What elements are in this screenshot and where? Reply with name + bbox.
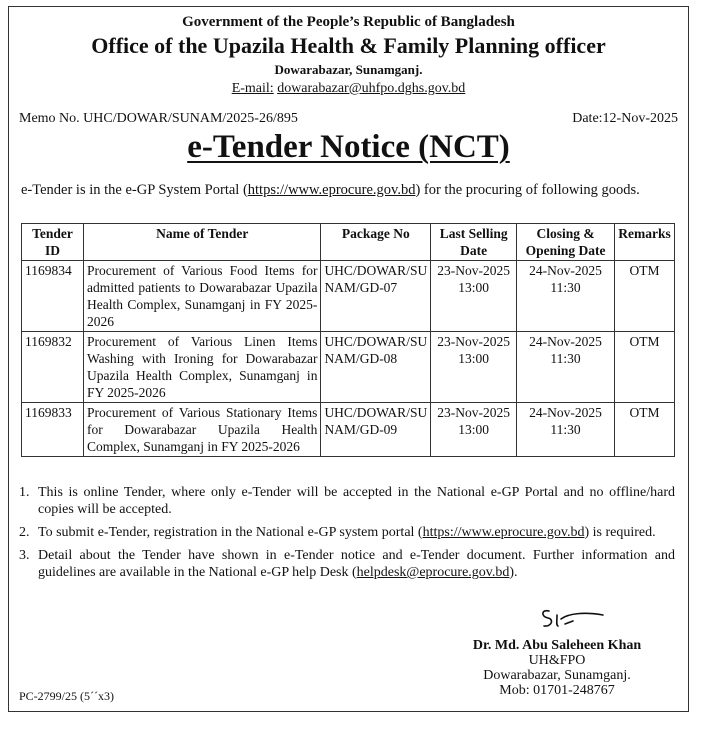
closing-date: 24-Nov-2025: [529, 334, 602, 349]
memo-number: Memo No. UHC/DOWAR/SUNAM/2025-26/895: [19, 111, 298, 126]
remarks: OTM: [614, 332, 674, 403]
office-heading: Office of the Upazila Health & Family Planning officer: [91, 33, 606, 58]
col-header-closing: Closing & Opening Date: [517, 224, 615, 261]
col-header-name: Name of Tender: [83, 224, 320, 261]
closing-cell: [517, 261, 615, 332]
notes-list: [19, 484, 675, 587]
list-item: [19, 484, 675, 518]
tender-name: Procurement of Various Stationary Items for Dowarabazar Upazila Health Complex, Sunamganj in FY 2025-2026: [83, 403, 320, 457]
package-no: UHC/DOWAR/SUNAM/GD-07: [321, 261, 431, 332]
government-heading: Government of the People’s Republic of Bangladesh: [182, 14, 515, 30]
closing-date: 24-Nov-2025: [529, 405, 602, 420]
closing-time: 11:30: [550, 422, 581, 437]
last-selling-time: 13:00: [458, 280, 490, 295]
package-no: UHC/DOWAR/SUNAM/GD-09: [321, 403, 431, 457]
closing-time: 11:30: [550, 351, 581, 366]
note-number: 3.: [19, 548, 30, 563]
eprocure-link[interactable]: https://www.eprocure.gov.bd: [247, 182, 416, 198]
intro-text-before: e-Tender is in the e-GP System Portal (: [21, 182, 248, 198]
table-row: [22, 261, 675, 332]
closing-date: 24-Nov-2025: [529, 263, 602, 278]
last-selling-cell: [431, 261, 517, 332]
tender-name: Procurement of Various Food Items for admitted patients to Dowarabazar Upazila Health Complex, Sunamganj in FY 2025-2026: [83, 261, 320, 332]
note-number: 1.: [19, 485, 30, 500]
tender-id: 1169832: [22, 332, 84, 403]
email-line: [9, 81, 688, 97]
col-header-package: Package No: [321, 224, 431, 261]
signature-block: [439, 638, 675, 698]
tender-id: 1169834: [22, 261, 84, 332]
last-selling-date: 23-Nov-2025: [437, 334, 511, 349]
office-location: Dowarabazar, Sunamganj.: [274, 62, 423, 77]
table-row: [22, 403, 675, 457]
list-item: [19, 547, 675, 581]
col-header-tender-id: Tender ID: [22, 224, 84, 261]
list-item: [19, 524, 675, 541]
note-text-after: ).: [509, 565, 518, 580]
eprocure-link[interactable]: https://www.eprocure.gov.bd: [422, 525, 585, 540]
email-address[interactable]: dowarabazar@uhfpo.dghs.gov.bd: [277, 81, 466, 96]
intro-paragraph: [21, 182, 675, 199]
table-header-row: [22, 224, 675, 261]
last-selling-cell: [431, 403, 517, 457]
signatory-designation: UH&FPO: [528, 653, 586, 668]
table-row: [22, 332, 675, 403]
signatory-mobile: Mob: 01701-248767: [499, 683, 615, 698]
email-label: E-mail:: [231, 81, 274, 96]
remarks: OTM: [614, 261, 674, 332]
col-header-last-selling: Last Selling Date: [431, 224, 517, 261]
note-number: 2.: [19, 525, 30, 540]
tender-id: 1169833: [22, 403, 84, 457]
footer-code: PC-2799/25 (5´´x3): [19, 689, 114, 703]
last-selling-date: 23-Nov-2025: [437, 263, 511, 278]
last-selling-date: 23-Nov-2025: [437, 405, 511, 420]
tender-table: [21, 223, 675, 457]
closing-cell: [517, 332, 615, 403]
closing-cell: [517, 403, 615, 457]
tender-name: Procurement of Various Linen Items Washing with Ironing for Dowarabazar Upazila Health Complex, Sunamganj in FY 2025-2026: [83, 332, 320, 403]
closing-time: 11:30: [550, 280, 581, 295]
intro-text-after: ) for the procuring of following goods.: [415, 182, 640, 198]
note-text: This is online Tender, where only e-Tender will be accepted in the National e-GP Portal and no offline/hard copies will be accepted.: [38, 485, 675, 517]
col-header-remarks: Remarks: [614, 224, 674, 261]
signatory-name: Dr. Md. Abu Saleheen Khan: [472, 638, 642, 653]
last-selling-time: 13:00: [458, 422, 490, 437]
note-text-before: Detail about the Tender have shown in e-Tender notice and e-Tender document. Further information and guidelines are available in the National e-GP help Desk (: [38, 548, 675, 580]
helpdesk-email-link[interactable]: helpdesk@eprocure.gov.bd: [356, 565, 510, 580]
note-text-after: ) is required.: [584, 525, 656, 540]
note-text-before: To submit e-Tender, registration in the National e-GP system portal (: [38, 525, 423, 540]
signatory-place: Dowarabazar, Sunamganj.: [483, 668, 631, 683]
notice-title: e-Tender Notice (NCT): [187, 129, 510, 165]
notice-date: Date:12-Nov-2025: [572, 111, 678, 126]
remarks: OTM: [614, 403, 674, 457]
package-no: UHC/DOWAR/SUNAM/GD-08: [321, 332, 431, 403]
tender-notice-page: [8, 6, 689, 712]
signature-scribble: [537, 607, 607, 631]
last-selling-time: 13:00: [458, 351, 490, 366]
last-selling-cell: [431, 332, 517, 403]
